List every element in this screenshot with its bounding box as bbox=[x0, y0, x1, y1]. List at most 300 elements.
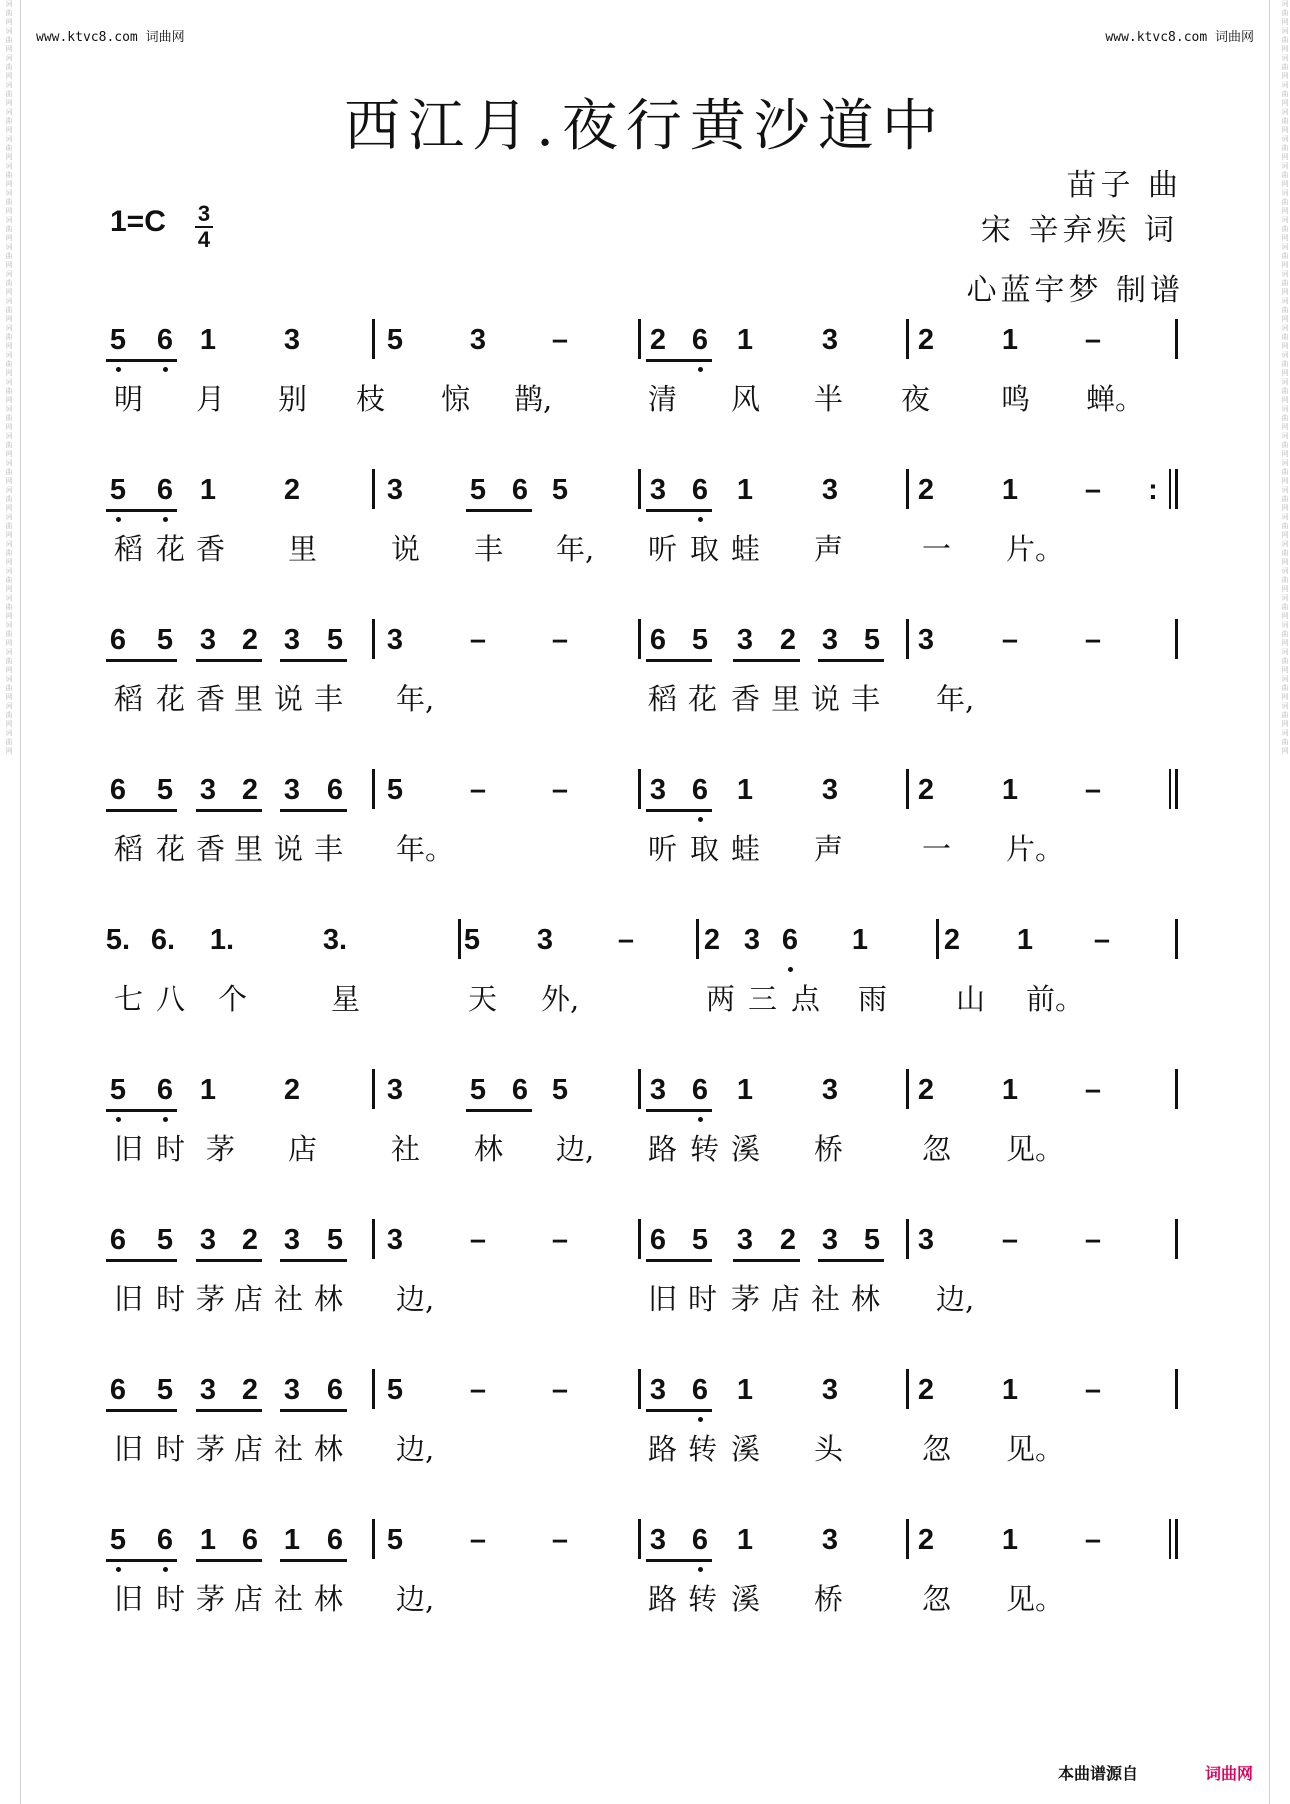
note: – bbox=[1084, 324, 1102, 356]
note: 1 bbox=[736, 324, 754, 356]
note: 2 bbox=[241, 774, 259, 806]
lyric-char: 鸣 bbox=[1001, 382, 1031, 416]
lyric-char: 里 bbox=[771, 682, 801, 716]
note: 5 bbox=[326, 624, 344, 656]
lyric-char: 听 bbox=[648, 532, 678, 566]
note: – bbox=[1084, 1374, 1102, 1406]
lyric-char: 稻 bbox=[114, 682, 144, 716]
beam-underline bbox=[646, 1259, 712, 1262]
beam-underline bbox=[106, 509, 177, 512]
beam-underline bbox=[646, 359, 712, 362]
note: 6 bbox=[649, 1224, 667, 1256]
bar-line bbox=[638, 469, 641, 509]
note: 3 bbox=[821, 1374, 839, 1406]
lyric-char: 半 bbox=[814, 382, 844, 416]
lyric-char: 茅 bbox=[196, 1282, 226, 1316]
lyric-char: 忽 bbox=[922, 1132, 952, 1166]
lyric-char: 取 bbox=[690, 532, 720, 566]
lyric-char: 前。 bbox=[1026, 982, 1085, 1016]
site-label-left: www.ktvc8.com 词曲网 bbox=[36, 30, 185, 45]
bar-line bbox=[638, 1519, 641, 1559]
note: 2 bbox=[917, 474, 935, 506]
lyric-char: 说 bbox=[274, 682, 304, 716]
note: 3 bbox=[821, 1074, 839, 1106]
lyric-char: 清 bbox=[648, 382, 678, 416]
note: – bbox=[551, 324, 569, 356]
note: 6 bbox=[511, 1074, 529, 1106]
note: – bbox=[1084, 474, 1102, 506]
note: 5 bbox=[109, 1074, 127, 1106]
note: 3 bbox=[736, 624, 754, 656]
note: – bbox=[1084, 1224, 1102, 1256]
beam-underline bbox=[818, 1259, 884, 1262]
lyric-char: 丰 bbox=[314, 682, 344, 716]
lyric-char: 桥 bbox=[814, 1582, 844, 1616]
note: 1 bbox=[1001, 774, 1019, 806]
lyric-char: 声 bbox=[814, 532, 844, 566]
lyric-char: 说 bbox=[811, 682, 841, 716]
note: 6 bbox=[691, 1074, 709, 1106]
beam-underline bbox=[280, 1259, 347, 1262]
note: 2 bbox=[917, 1524, 935, 1556]
lyric-char: 说 bbox=[274, 832, 304, 866]
note: 2 bbox=[241, 624, 259, 656]
note: – bbox=[1084, 624, 1102, 656]
note: 3 bbox=[821, 474, 839, 506]
final-bar-line bbox=[1169, 469, 1171, 509]
note: 3 bbox=[649, 1524, 667, 1556]
key-signature: 1=C bbox=[110, 205, 166, 238]
note: 3 bbox=[283, 624, 301, 656]
lyric-char: 社 bbox=[391, 1132, 421, 1166]
composer-credit: 苗子 曲 bbox=[1066, 168, 1182, 203]
note: – bbox=[469, 1374, 487, 1406]
note: 6 bbox=[156, 1074, 174, 1106]
note: 2 bbox=[779, 1224, 797, 1256]
bar-line bbox=[906, 769, 909, 809]
lyric-char: 枝 bbox=[356, 382, 386, 416]
note: – bbox=[551, 774, 569, 806]
lyric-char: 旧 bbox=[114, 1282, 144, 1316]
lyric-char: 里 bbox=[234, 832, 264, 866]
note: 3 bbox=[469, 324, 487, 356]
lyric-char: 时 bbox=[156, 1432, 186, 1466]
beam-underline bbox=[106, 1559, 177, 1562]
lyric-char: 边, bbox=[396, 1582, 435, 1616]
lyric-char: 香 bbox=[196, 832, 226, 866]
lyric-char: 见。 bbox=[1006, 1582, 1065, 1616]
note: 5 bbox=[691, 624, 709, 656]
lyric-char: 社 bbox=[274, 1582, 304, 1616]
low-octave-dot bbox=[698, 1567, 703, 1572]
note: 5 bbox=[386, 774, 404, 806]
note: 6 bbox=[326, 1374, 344, 1406]
bar-line bbox=[1175, 919, 1178, 959]
note: 1 bbox=[1001, 1074, 1019, 1106]
note: – bbox=[1001, 624, 1019, 656]
beam-underline bbox=[646, 809, 712, 812]
note: – bbox=[1084, 1074, 1102, 1106]
note: 1 bbox=[1001, 1524, 1019, 1556]
lyric-char: 明 bbox=[114, 382, 144, 416]
note: 3 bbox=[649, 1074, 667, 1106]
lyric-char: 花 bbox=[156, 532, 186, 566]
note: 6 bbox=[691, 1374, 709, 1406]
lyric-char: 边, bbox=[556, 1132, 595, 1166]
note: 3 bbox=[199, 774, 217, 806]
lyric-char: 一 bbox=[922, 532, 952, 566]
lyric-char: 转 bbox=[688, 1432, 718, 1466]
note: 3 bbox=[386, 1074, 404, 1106]
bar-line bbox=[906, 1369, 909, 1409]
beam-underline bbox=[646, 659, 712, 662]
lyric-char: 边, bbox=[936, 1282, 975, 1316]
note: – bbox=[551, 1374, 569, 1406]
note: 5 bbox=[156, 774, 174, 806]
beam-underline bbox=[646, 1109, 712, 1112]
note: 3 bbox=[199, 1374, 217, 1406]
lyric-char: 雨 bbox=[858, 982, 888, 1016]
bar-line bbox=[638, 319, 641, 359]
lyric-char: 店 bbox=[234, 1582, 264, 1616]
bar-line bbox=[372, 1369, 375, 1409]
lyric-char: 月 bbox=[196, 382, 226, 416]
time-signature bbox=[195, 202, 213, 252]
bar-line bbox=[638, 1369, 641, 1409]
lyric-char: 三 bbox=[748, 982, 778, 1016]
repeat-sign: : bbox=[1148, 474, 1158, 506]
time-signature-top: 3 bbox=[197, 201, 211, 226]
lyric-char: 忽 bbox=[922, 1432, 952, 1466]
beam-underline bbox=[646, 509, 712, 512]
note: 3 bbox=[283, 1224, 301, 1256]
note: 3 bbox=[199, 624, 217, 656]
note: 6 bbox=[241, 1524, 259, 1556]
lyric-char: 茅 bbox=[196, 1582, 226, 1616]
note: 3 bbox=[386, 1224, 404, 1256]
note: 6 bbox=[649, 624, 667, 656]
beam-underline bbox=[280, 1559, 347, 1562]
note: 5 bbox=[109, 324, 127, 356]
note: 6 bbox=[156, 474, 174, 506]
note: 1 bbox=[736, 1074, 754, 1106]
lyric-char: 声 bbox=[814, 832, 844, 866]
low-octave-dot bbox=[698, 517, 703, 522]
lyric-char: 夜 bbox=[901, 382, 931, 416]
final-bar-line bbox=[1169, 769, 1171, 809]
note: 5 bbox=[469, 474, 487, 506]
note: 3 bbox=[917, 624, 935, 656]
note: 3 bbox=[283, 774, 301, 806]
beam-underline bbox=[466, 509, 532, 512]
beam-underline bbox=[106, 359, 177, 362]
note: 5 bbox=[386, 1524, 404, 1556]
footer-source-label: 本曲谱源自 bbox=[1058, 1764, 1139, 1783]
bar-line bbox=[372, 1519, 375, 1559]
note: 5 bbox=[463, 924, 481, 956]
lyric-char: 茅 bbox=[206, 1132, 236, 1166]
bar-line bbox=[1175, 769, 1178, 809]
lyric-char: 见。 bbox=[1006, 1132, 1065, 1166]
lyric-char: 年, bbox=[396, 682, 435, 716]
note: 5 bbox=[469, 1074, 487, 1106]
lyric-char: 头 bbox=[814, 1432, 844, 1466]
lyric-char: 花 bbox=[688, 682, 718, 716]
low-octave-dot bbox=[163, 1567, 168, 1572]
beam-underline bbox=[280, 809, 347, 812]
low-octave-dot bbox=[698, 367, 703, 372]
note: 6 bbox=[691, 1524, 709, 1556]
note: 3 bbox=[649, 474, 667, 506]
note: 6 bbox=[109, 624, 127, 656]
note: 2 bbox=[703, 924, 721, 956]
bar-line bbox=[372, 1219, 375, 1259]
lyric-char: 旧 bbox=[114, 1432, 144, 1466]
beam-underline bbox=[196, 1409, 262, 1412]
note: 5 bbox=[156, 624, 174, 656]
lyric-char: 店 bbox=[234, 1282, 264, 1316]
note: 2 bbox=[649, 324, 667, 356]
note: 3 bbox=[283, 1374, 301, 1406]
lyric-char: 八 bbox=[156, 982, 186, 1016]
bar-line bbox=[638, 769, 641, 809]
note: 5. bbox=[105, 924, 131, 956]
note: – bbox=[469, 1224, 487, 1256]
note: – bbox=[469, 1524, 487, 1556]
lyric-char: 个 bbox=[218, 982, 248, 1016]
lyric-char: 路 bbox=[648, 1432, 678, 1466]
note: 1 bbox=[736, 474, 754, 506]
site-label-right: www.ktvc8.com 词曲网 bbox=[1105, 30, 1254, 45]
note: 1 bbox=[1001, 474, 1019, 506]
lyric-char: 忽 bbox=[922, 1582, 952, 1616]
note: 6 bbox=[156, 1524, 174, 1556]
lyric-char: 里 bbox=[234, 682, 264, 716]
low-octave-dot bbox=[163, 517, 168, 522]
bar-line bbox=[1175, 1369, 1178, 1409]
low-octave-dot bbox=[788, 967, 793, 972]
note: – bbox=[1084, 1524, 1102, 1556]
beam-underline bbox=[733, 659, 800, 662]
note: 5 bbox=[109, 1524, 127, 1556]
lyric-char: 见。 bbox=[1006, 1432, 1065, 1466]
note: 3 bbox=[736, 1224, 754, 1256]
note: 2 bbox=[283, 1074, 301, 1106]
note: 2 bbox=[917, 1374, 935, 1406]
note: 5 bbox=[863, 624, 881, 656]
lyric-char: 丰 bbox=[851, 682, 881, 716]
note: 2 bbox=[241, 1374, 259, 1406]
lyric-char: 旧 bbox=[114, 1582, 144, 1616]
bar-line bbox=[458, 919, 461, 959]
low-octave-dot bbox=[698, 1117, 703, 1122]
note: 6 bbox=[109, 774, 127, 806]
lyric-char: 边, bbox=[396, 1282, 435, 1316]
bar-line bbox=[372, 619, 375, 659]
note: 3 bbox=[743, 924, 761, 956]
note: 5 bbox=[109, 474, 127, 506]
bar-line bbox=[372, 1069, 375, 1109]
note: – bbox=[617, 924, 635, 956]
note: 5 bbox=[551, 474, 569, 506]
right-border-line bbox=[1269, 0, 1270, 1804]
beam-underline bbox=[646, 1559, 712, 1562]
lyric-char: 路 bbox=[648, 1132, 678, 1166]
bar-line bbox=[696, 919, 699, 959]
lyric-char: 山 bbox=[956, 982, 986, 1016]
lyric-char: 蝉。 bbox=[1086, 382, 1145, 416]
lyric-char: 香 bbox=[196, 682, 226, 716]
lyric-char: 惊 bbox=[441, 382, 471, 416]
lyric-char: 星 bbox=[331, 982, 361, 1016]
lyric-char: 旧 bbox=[114, 1132, 144, 1166]
note: – bbox=[551, 1524, 569, 1556]
note: 6 bbox=[511, 474, 529, 506]
bar-line bbox=[1175, 469, 1178, 509]
lyric-char: 一 bbox=[922, 832, 952, 866]
lyric-char: 溪 bbox=[731, 1432, 761, 1466]
lyric-char: 社 bbox=[274, 1432, 304, 1466]
beam-underline bbox=[280, 659, 347, 662]
bar-line bbox=[638, 1219, 641, 1259]
arranger-credit: 心蓝宇梦 制谱 bbox=[966, 273, 1184, 308]
lyric-char: 林 bbox=[314, 1432, 344, 1466]
bar-line bbox=[1175, 1219, 1178, 1259]
note: 3 bbox=[821, 774, 839, 806]
beam-underline bbox=[466, 1109, 532, 1112]
final-bar-line bbox=[1169, 1519, 1171, 1559]
beam-underline bbox=[196, 1259, 262, 1262]
note: 6 bbox=[691, 324, 709, 356]
note: – bbox=[551, 1224, 569, 1256]
note: – bbox=[551, 624, 569, 656]
lyric-char: 里 bbox=[288, 532, 318, 566]
lyric-char: 片。 bbox=[1006, 832, 1065, 866]
lyric-char: 稻 bbox=[114, 832, 144, 866]
bar-line bbox=[638, 619, 641, 659]
note: 3 bbox=[821, 1524, 839, 1556]
lyric-char: 蛙 bbox=[731, 832, 761, 866]
lyric-char: 取 bbox=[690, 832, 720, 866]
beam-underline bbox=[280, 1409, 347, 1412]
note: 6 bbox=[326, 774, 344, 806]
note: 1 bbox=[851, 924, 869, 956]
lyric-char: 稻 bbox=[114, 532, 144, 566]
lyric-char: 林 bbox=[314, 1282, 344, 1316]
note: 3 bbox=[386, 474, 404, 506]
low-octave-dot bbox=[116, 367, 121, 372]
note: – bbox=[469, 624, 487, 656]
lyric-char: 两 bbox=[706, 982, 736, 1016]
lyric-char: 年, bbox=[556, 532, 595, 566]
note: 5 bbox=[156, 1224, 174, 1256]
low-octave-dot bbox=[116, 1117, 121, 1122]
lyric-char: 溪 bbox=[731, 1582, 761, 1616]
beam-underline bbox=[196, 1559, 262, 1562]
note: 1. bbox=[209, 924, 235, 956]
lyric-char: 社 bbox=[811, 1282, 841, 1316]
lyric-char: 边, bbox=[396, 1432, 435, 1466]
note: 6. bbox=[150, 924, 176, 956]
note: 5 bbox=[386, 1374, 404, 1406]
lyric-char: 店 bbox=[771, 1282, 801, 1316]
lyric-char: 溪 bbox=[731, 1132, 761, 1166]
lyric-char: 风 bbox=[731, 382, 761, 416]
note: 6 bbox=[109, 1224, 127, 1256]
note: – bbox=[1093, 924, 1111, 956]
note: 1 bbox=[1001, 1374, 1019, 1406]
note: 6 bbox=[156, 324, 174, 356]
note: 1 bbox=[283, 1524, 301, 1556]
note: 3 bbox=[917, 1224, 935, 1256]
lyric-char: 七 bbox=[114, 982, 144, 1016]
note: 6 bbox=[781, 924, 799, 956]
lyric-char: 茅 bbox=[196, 1432, 226, 1466]
lyric-char: 转 bbox=[690, 1132, 720, 1166]
note: 3 bbox=[649, 1374, 667, 1406]
low-octave-dot bbox=[163, 1117, 168, 1122]
lyric-char: 时 bbox=[688, 1282, 718, 1316]
lyric-char: 花 bbox=[156, 682, 186, 716]
bar-line bbox=[906, 469, 909, 509]
note: 1 bbox=[736, 774, 754, 806]
bar-line bbox=[906, 1069, 909, 1109]
footer-brand: 词曲网 bbox=[1205, 1764, 1254, 1783]
lyric-char: 点 bbox=[791, 982, 821, 1016]
note: 3. bbox=[322, 924, 348, 956]
bar-line bbox=[638, 1069, 641, 1109]
beam-underline bbox=[106, 1409, 177, 1412]
lyricist-credit: 宋 辛弃疾 词 bbox=[980, 213, 1178, 248]
note: 5 bbox=[551, 1074, 569, 1106]
note: 3 bbox=[386, 624, 404, 656]
bar-line bbox=[1175, 1519, 1178, 1559]
note: 2 bbox=[241, 1224, 259, 1256]
lyric-char: 茅 bbox=[731, 1282, 761, 1316]
lyric-char: 花 bbox=[156, 832, 186, 866]
note: 2 bbox=[779, 624, 797, 656]
note: 1 bbox=[199, 474, 217, 506]
note: 3 bbox=[821, 624, 839, 656]
lyric-char: 年, bbox=[936, 682, 975, 716]
lyric-char: 转 bbox=[688, 1582, 718, 1616]
note: 5 bbox=[386, 324, 404, 356]
note: 1 bbox=[736, 1374, 754, 1406]
beam-underline bbox=[196, 809, 262, 812]
beam-underline bbox=[106, 809, 177, 812]
bar-line bbox=[906, 1519, 909, 1559]
note: 1 bbox=[199, 1524, 217, 1556]
right-watermark-strip: 词曲网词曲网词曲网词曲网词曲网词曲网词曲网词曲网词曲网词曲网词曲网词曲网词曲网词曲网词曲网词曲网词曲网词曲网词曲网词曲网词曲网词曲网词曲网词曲网词曲网词曲网词曲网词曲网 bbox=[1281, 0, 1289, 756]
note: 3 bbox=[199, 1224, 217, 1256]
bar-line bbox=[936, 919, 939, 959]
lyric-char: 社 bbox=[274, 1282, 304, 1316]
bar-line bbox=[906, 1219, 909, 1259]
note: 2 bbox=[283, 474, 301, 506]
lyric-char: 旧 bbox=[648, 1282, 678, 1316]
lyric-char: 鹊, bbox=[514, 382, 553, 416]
low-octave-dot bbox=[698, 817, 703, 822]
bar-line bbox=[906, 319, 909, 359]
lyric-char: 林 bbox=[851, 1282, 881, 1316]
note: 3 bbox=[821, 1224, 839, 1256]
lyric-char: 丰 bbox=[474, 532, 504, 566]
beam-underline bbox=[106, 1109, 177, 1112]
note: 2 bbox=[943, 924, 961, 956]
bar-line bbox=[1175, 619, 1178, 659]
note: 5 bbox=[156, 1374, 174, 1406]
lyric-char: 时 bbox=[156, 1282, 186, 1316]
